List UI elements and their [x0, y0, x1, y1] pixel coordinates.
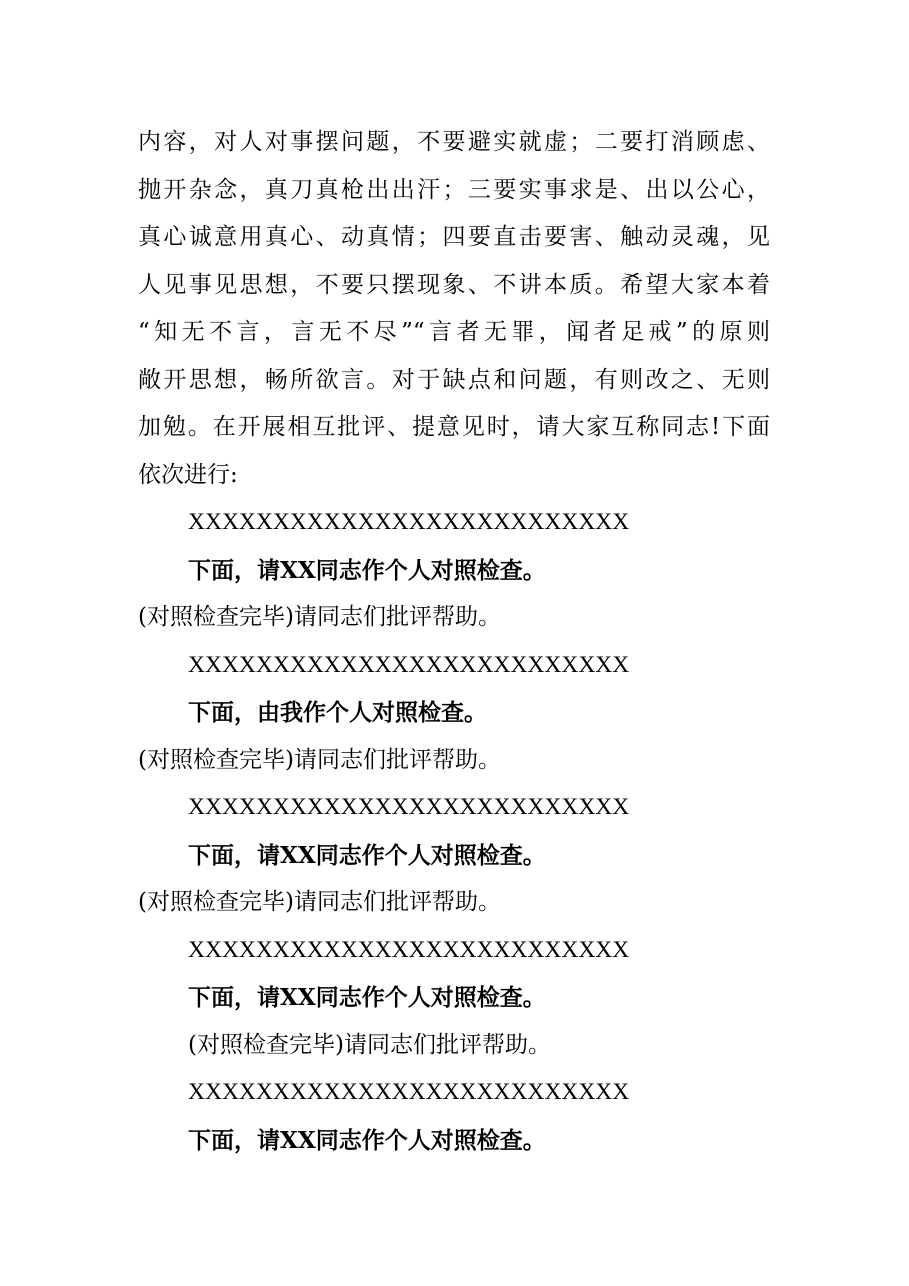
paragraph-line: 依次进行: — [138, 461, 238, 488]
paragraph-line: “知无不言，言无不尽”“言者无罪，闻者足戒”的原则 — [138, 319, 770, 345]
paragraph-line: 真心诚意用真心、动真情；四要直击要害、触动灵魂，见 — [138, 224, 770, 250]
instruction-line: 下面，请XX同志作个人对照检查。 — [188, 556, 546, 584]
paragraph-line: 人见事见思想，不要只摆现象、不讲本质。希望大家本着 — [138, 271, 770, 298]
instruction-line: 下面，请XX同志作个人对照检查。 — [188, 841, 546, 869]
placeholder-line: XXXXXXXXXXXXXXXXXXXXXXXXXX — [188, 936, 630, 963]
paragraph-line: 内容，对人对事摆问题，不要避实就虚；二要打消顾虑、 — [138, 129, 770, 155]
followup-line: (对照检查完毕)请同志们批评帮助。 — [138, 746, 501, 773]
followup-line: (对照检查完毕)请同志们批评帮助。 — [188, 1031, 551, 1058]
instruction-line: 下面，请XX同志作个人对照检查。 — [188, 1126, 546, 1154]
intro-paragraph — [138, 119, 778, 499]
followup-line: (对照检查完毕)请同志们批评帮助。 — [138, 604, 501, 630]
placeholder-line: XXXXXXXXXXXXXXXXXXXXXXXXXX — [188, 509, 630, 535]
instruction-line: 下面，请XX同志作个人对照检查。 — [188, 984, 546, 1011]
paragraph-line: 抛开杂念，真刀真枪出出汗；三要实事求是、出以公心， — [138, 176, 770, 203]
instruction-line: 下面，由我作个人对照检查。 — [188, 699, 487, 726]
paragraph-line: 加勉。在开展相互批评、提意见时，请大家互称同志!下面 — [138, 414, 770, 440]
paragraph-line: 敞开思想，畅所欲言。对于缺点和问题，有则改之、无则 — [138, 366, 770, 393]
placeholder-line: XXXXXXXXXXXXXXXXXXXXXXXXXX — [188, 651, 630, 678]
placeholder-line: XXXXXXXXXXXXXXXXXXXXXXXXXX — [188, 1079, 630, 1105]
followup-line: (对照检查完毕)请同志们批评帮助。 — [138, 889, 501, 915]
document-body — [138, 119, 778, 1164]
placeholder-line: XXXXXXXXXXXXXXXXXXXXXXXXXX — [188, 794, 630, 820]
